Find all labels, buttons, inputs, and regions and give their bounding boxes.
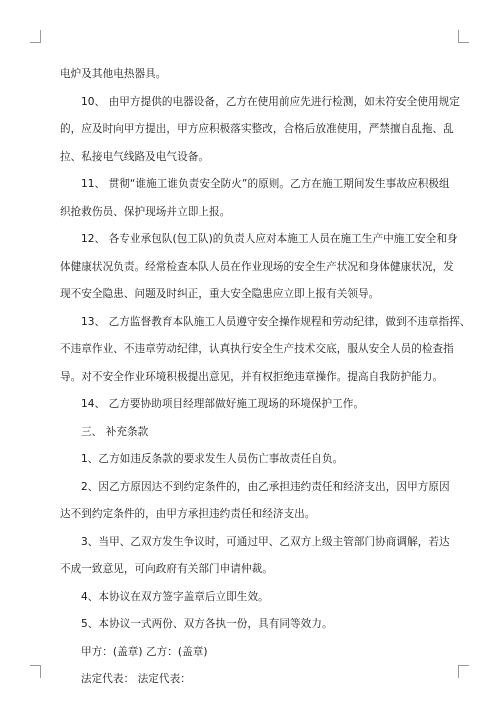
document-line: 不成一致意见，可向政府有关部门申请仲裁。 [60, 563, 273, 575]
document-line: 11、 贯彻“谁施工谁负责安全防火”的原则。乙方在施工期间发生事故应积极组 [81, 178, 450, 190]
document-line: 达不到约定条件的，由甲方承担违约责任和经济支出。 [60, 508, 316, 520]
document-line: 3、当甲、乙双方发生争议时，可通过甲、乙双方上级主管部门协商调解，若达 [81, 535, 450, 548]
document-line: 导。对不安全作业环境积极提出意见，并有权拒绝违章操作。提高自我防护能力。 [60, 370, 444, 383]
document-line: 体健康状况负责。经常检查本队人员在作业现场的安全生产状况和身体健康状况，发 [60, 260, 454, 273]
document-line: 织抢救伤员、保护现场并立即上报。 [60, 205, 231, 218]
document-line: 甲方：(盖章) 乙方：(盖章) [81, 645, 208, 658]
document-line: 2、因乙方原因达不到约定条件的，由乙承担违约责任和经济支出，因甲方原因 [81, 480, 450, 493]
document-line: 拉、私接电气线路及电气设备。 [60, 150, 210, 163]
document-body [60, 61, 471, 694]
crop-mark-bottom-right [458, 665, 469, 678]
document-line: 13、 乙方监督教育本队施工人员遵守安全操作规程和劳动纪律，做到不违章指挥、 [81, 315, 471, 328]
document-line: 现不安全隐患、问题及时纠正，重大安全隐患应立即上报有关领导。 [60, 288, 380, 300]
document-line: 电炉及其他电热器具。 [60, 68, 167, 80]
document-line: 1、乙方如违反条款的要求发生人员伤亡事故责任自负。 [81, 453, 344, 465]
crop-mark-top-right [458, 30, 469, 43]
document-line: 的，应及时向甲方提出，甲方应积极落实整改，合格后放准使用，严禁擅自乱拖、乱 [60, 123, 454, 135]
document-line: 法定代表： 法定代表： [81, 673, 191, 685]
document-line: 4、本协议在双方签字盖章后立即生效。 [81, 590, 269, 603]
crop-mark-top-left [30, 30, 41, 43]
document-line: 5、本协议一式两份、双方各执一份，具有同等效力。 [81, 618, 333, 630]
document-line: 三、 补充条款 [81, 425, 149, 438]
document-line: 14、 乙方要协助项目经理部做好施工现场的环境保护工作。 [81, 398, 365, 410]
document-line: 10、 由甲方提供的电器设备，乙方在使用前应先进行检测，如未符安全使用规定 [81, 95, 460, 108]
crop-mark-bottom-left [30, 665, 41, 678]
document-line: 不违章作业、不违章劳动纪律，认真执行安全生产技术交底，服从安全人员的检查指 [60, 343, 454, 355]
document-line: 12、 各专业承包队(包工队)的负责人应对本施工人员在施工生产中施工安全和身 [81, 233, 458, 245]
